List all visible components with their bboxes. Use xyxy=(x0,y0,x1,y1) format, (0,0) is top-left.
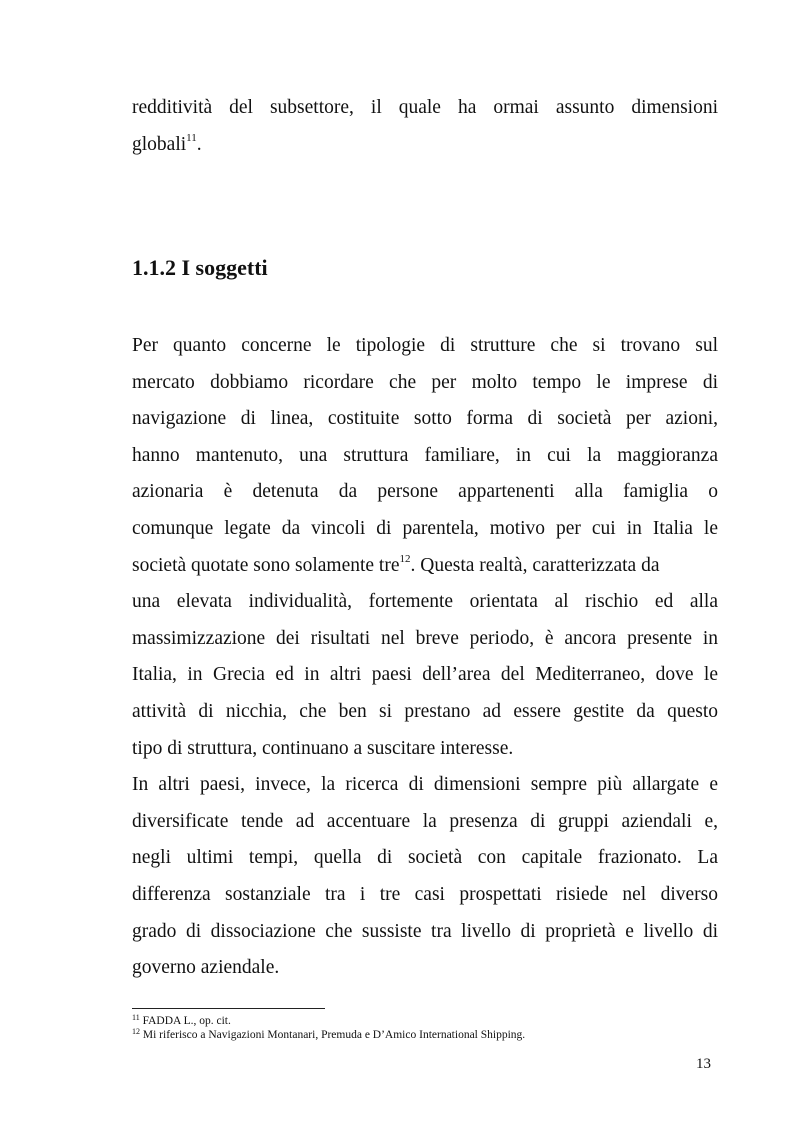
text-line: In altri paesi, invece, la ricerca di dimensioni sempre più allargate e xyxy=(132,774,718,796)
page-number: 13 xyxy=(696,1056,711,1072)
text-fragment: . xyxy=(196,133,202,155)
text-line: Italia, in Grecia ed in altri paesi dell’area del Mediterraneo, dove le xyxy=(132,664,718,686)
footnote-ref-12[interactable]: 12 xyxy=(399,552,411,565)
footnote-number: 12 xyxy=(132,1027,140,1036)
footnotes xyxy=(132,1014,525,1042)
text-fragment: globali xyxy=(132,133,187,155)
text-line: differenza sostanziale tra i tre casi prospettati risiede nel diverso xyxy=(132,883,718,905)
text-line: tipo di struttura, continuano a suscitare interesse. xyxy=(132,737,514,759)
text-line: mercato dobbiamo ricordare che per molto tempo le imprese di xyxy=(132,371,718,393)
text-line: diversificate tende ad accentuare la presenza di gruppi aziendali e, xyxy=(132,810,718,832)
text-fragment: . Questa realtà, caratterizzata da xyxy=(410,554,660,576)
section-heading: 1.1.2 I soggetti xyxy=(132,255,268,280)
text-line: comunque legate da vincoli di parentela, motivo per cui in Italia le xyxy=(132,517,718,539)
text-line: governo aziendale. xyxy=(132,957,280,979)
paragraph-1 xyxy=(132,328,718,987)
text-line: hanno mantenuto, una struttura familiare, in cui la maggioranza xyxy=(132,444,718,466)
text-line xyxy=(132,127,718,164)
text-line: negli ultimi tempi, quella di società con capitale frazionato. La xyxy=(132,847,718,869)
text-line: navigazione di linea, costituite sotto forma di società per azioni, xyxy=(132,408,718,430)
footnote-divider xyxy=(132,1008,325,1009)
text-line: massimizzazione dei risultati nel breve periodo, è ancora presente in xyxy=(132,627,718,649)
intro-paragraph xyxy=(132,90,718,163)
text-line: azionaria è detenuta da persone appartenenti alla famiglia o xyxy=(132,481,718,503)
footnote-ref-11[interactable]: 11 xyxy=(186,131,197,144)
footnote-text: FADDA L., op. cit. xyxy=(139,1015,231,1027)
footnote-11 xyxy=(132,1014,525,1028)
text-line: redditività del subsettore, il quale ha ormai assunto dimensioni xyxy=(132,97,718,118)
text-line: grado di dissociazione che sussiste tra livello di proprietà e livello di xyxy=(132,920,718,942)
text-line: una elevata individualità, fortemente orientata al rischio ed alla xyxy=(132,591,718,613)
text-line: Per quanto concerne le tipologie di strutture che si trovano sul xyxy=(132,335,718,356)
footnote-number: 11 xyxy=(132,1013,140,1022)
text-line xyxy=(132,548,718,585)
text-line: attività di nicchia, che ben si prestano ad essere gestite da questo xyxy=(132,700,718,722)
footnote-text: Mi riferisco a Navigazioni Montanari, Premuda e D’Amico International Shipping. xyxy=(140,1029,526,1041)
footnote-12 xyxy=(132,1028,525,1042)
text-fragment: società quotate sono solamente tre xyxy=(132,554,400,576)
